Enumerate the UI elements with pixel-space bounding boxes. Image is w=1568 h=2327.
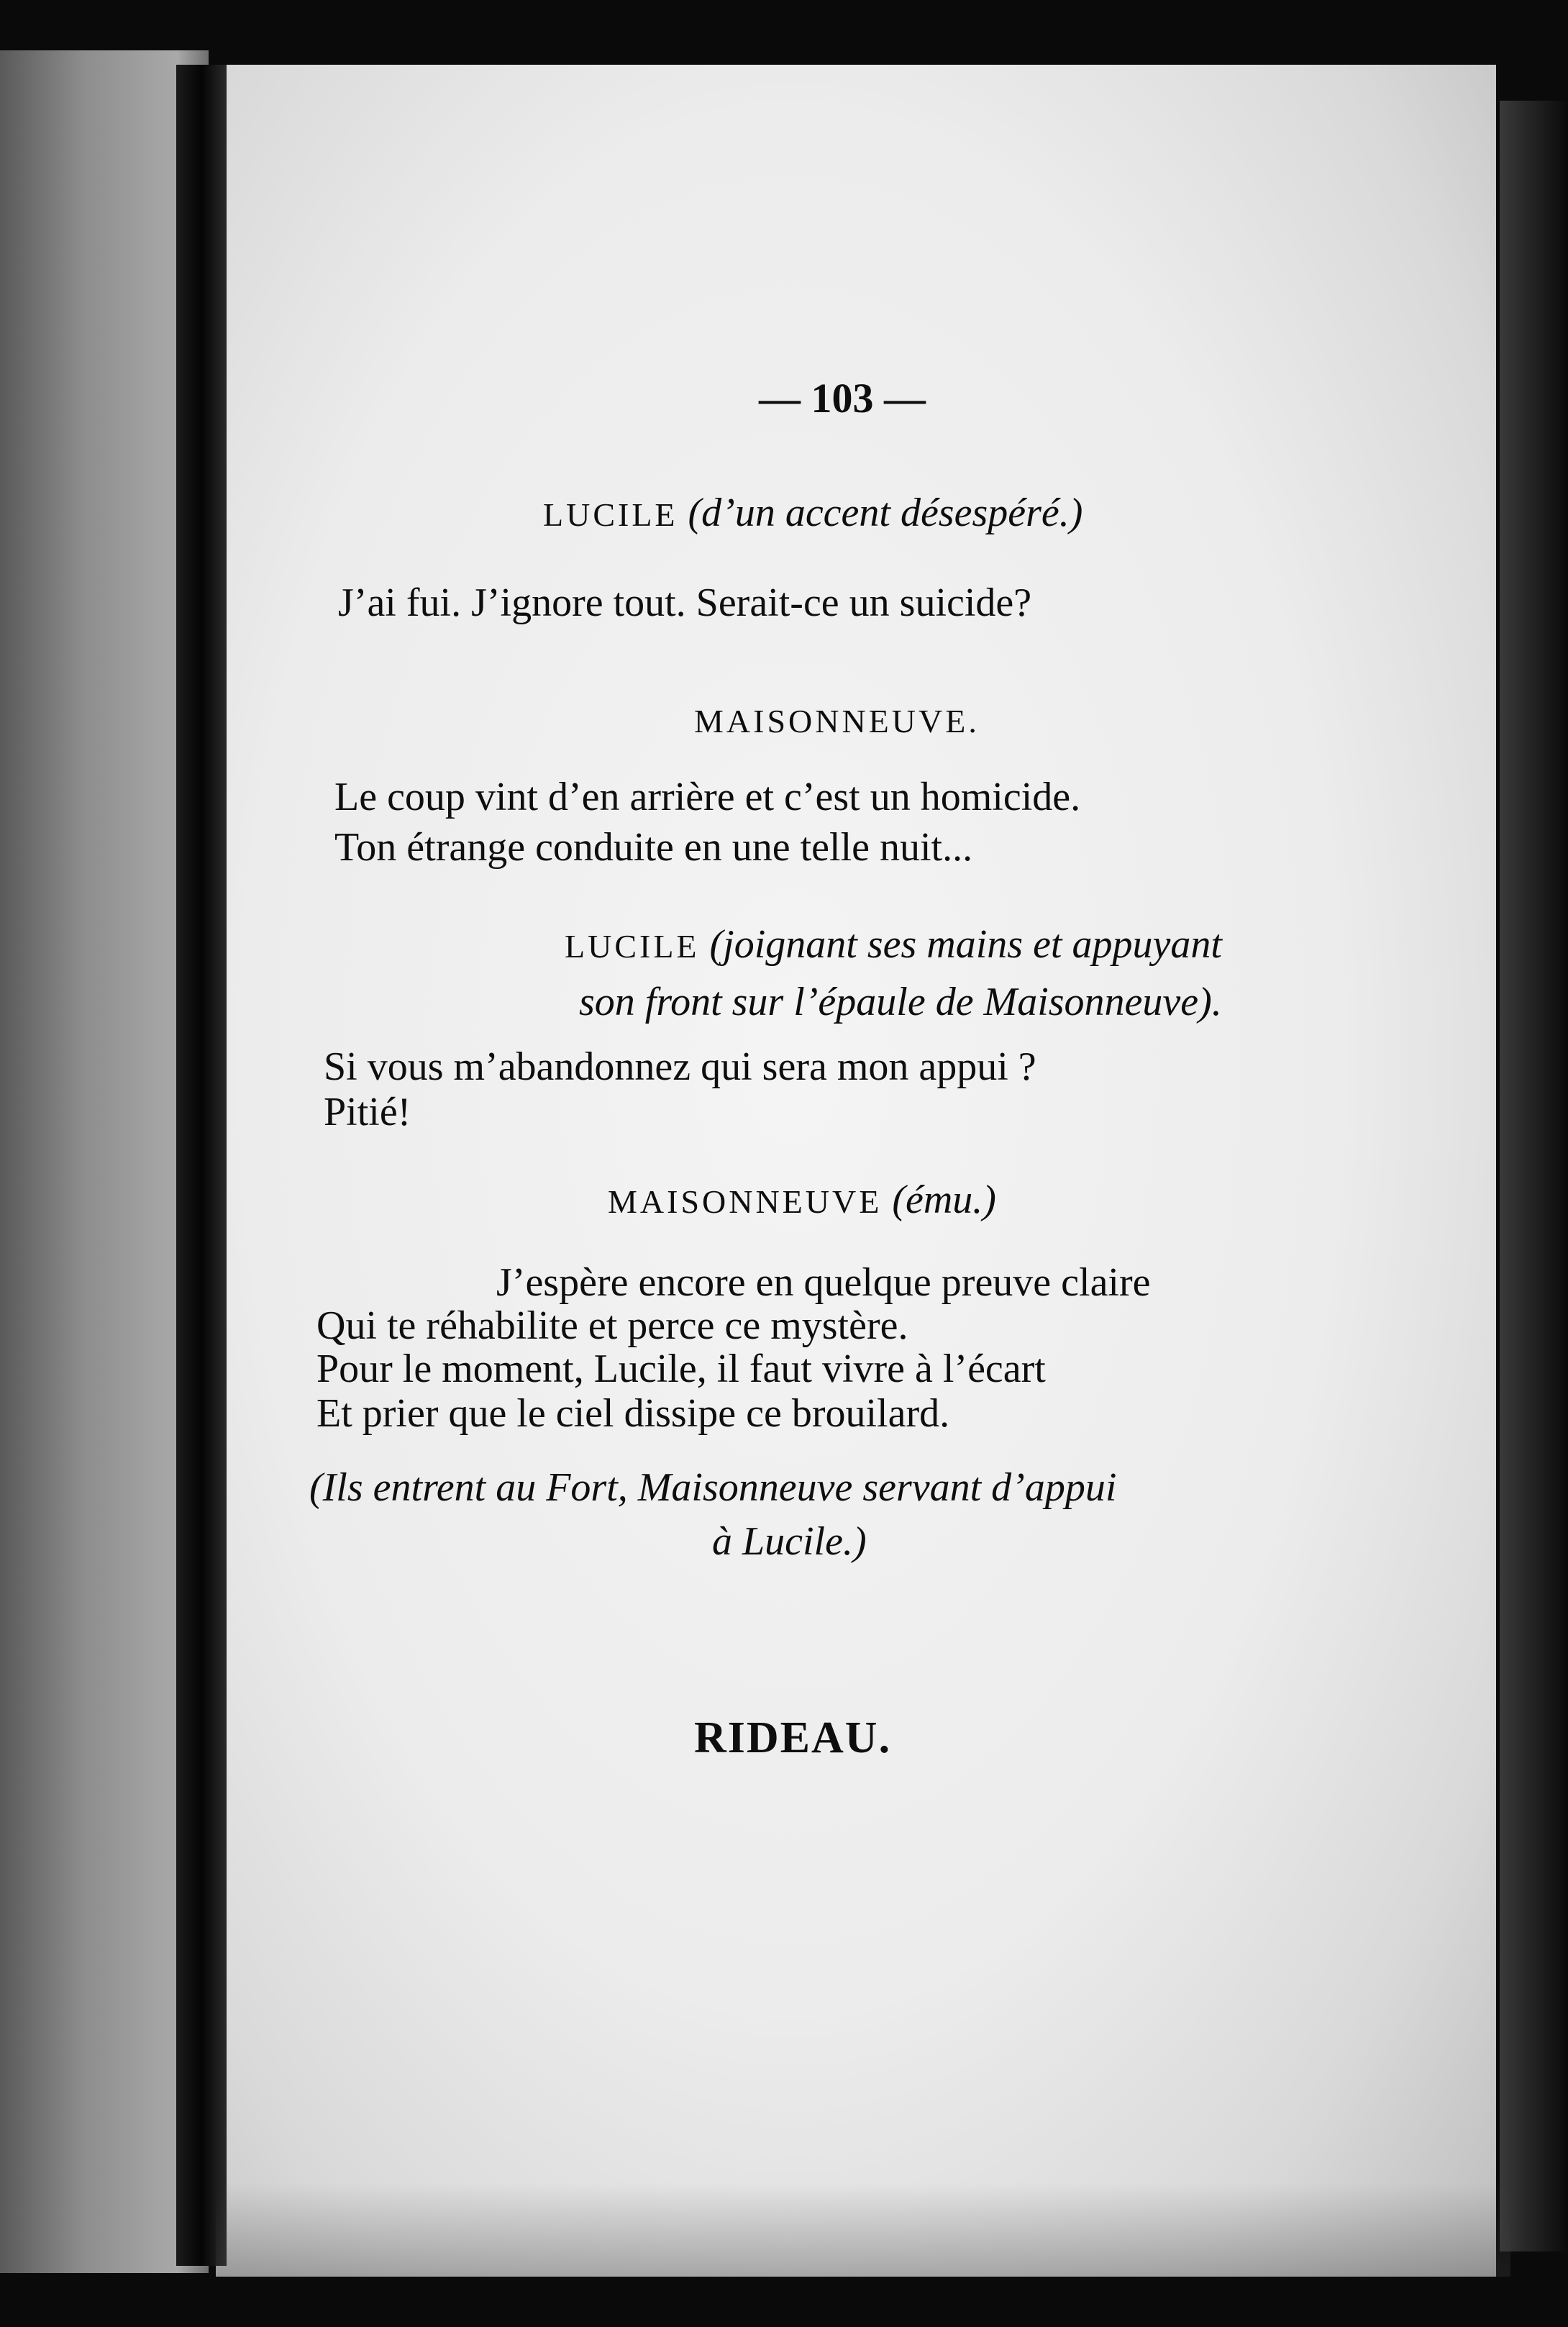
stage-direction: (ému.) (892, 1178, 996, 1222)
scan-right-edge (1500, 101, 1568, 2251)
stage-direction: (joignant ses mains et appuyant (709, 922, 1222, 967)
speaker-name: LUCILE (543, 496, 678, 533)
speaker-name: MAISONNEUVE. (694, 703, 980, 739)
curtain-end-marker: RIDEAU. (694, 1713, 892, 1762)
verse-line: Ton étrange conduite en une telle nuit... (334, 825, 973, 870)
book-spine (176, 65, 227, 2266)
speaker-name: MAISONNEUVE (608, 1183, 883, 1220)
stage-direction: son front sur l’épaule de Maisonneuve). (579, 980, 1222, 1024)
stage-direction: (d’un accent désespéré.) (688, 491, 1083, 535)
verse-line: Pitié! (324, 1090, 411, 1134)
page-number: — 103 — (759, 375, 926, 422)
page-bottom-shadow (216, 2183, 1510, 2277)
verse-line: J’ai fui. J’ignore tout. Serait-ce un suicide? (338, 580, 1032, 625)
speech-heading-maisonneuve (608, 1180, 996, 1220)
stage-direction: (Ils entrent au Fort, Maisonneuve servant d’appui (309, 1465, 1117, 1510)
verse-line: Pour le moment, Lucile, il faut vivre à l’écart (316, 1347, 1046, 1391)
verse-line: Et prier que le ciel dissipe ce brouilard. (316, 1391, 950, 1436)
speaker-name: LUCILE (565, 928, 700, 965)
speech-heading-lucile-2 (565, 924, 1222, 965)
verse-line: Qui te réhabilite et perce ce mystère. (316, 1303, 908, 1348)
speech-heading-lucile-1 (543, 493, 1082, 533)
verse-line: Le coup vint d’en arrière et c’est un homicide. (334, 775, 1081, 819)
verse-line: J’espère encore en quelque preuve claire (496, 1260, 1151, 1305)
verse-line: Si vous m’abandonnez qui sera mon appui ? (324, 1044, 1036, 1089)
stage-direction: à Lucile.) (712, 1519, 867, 1564)
